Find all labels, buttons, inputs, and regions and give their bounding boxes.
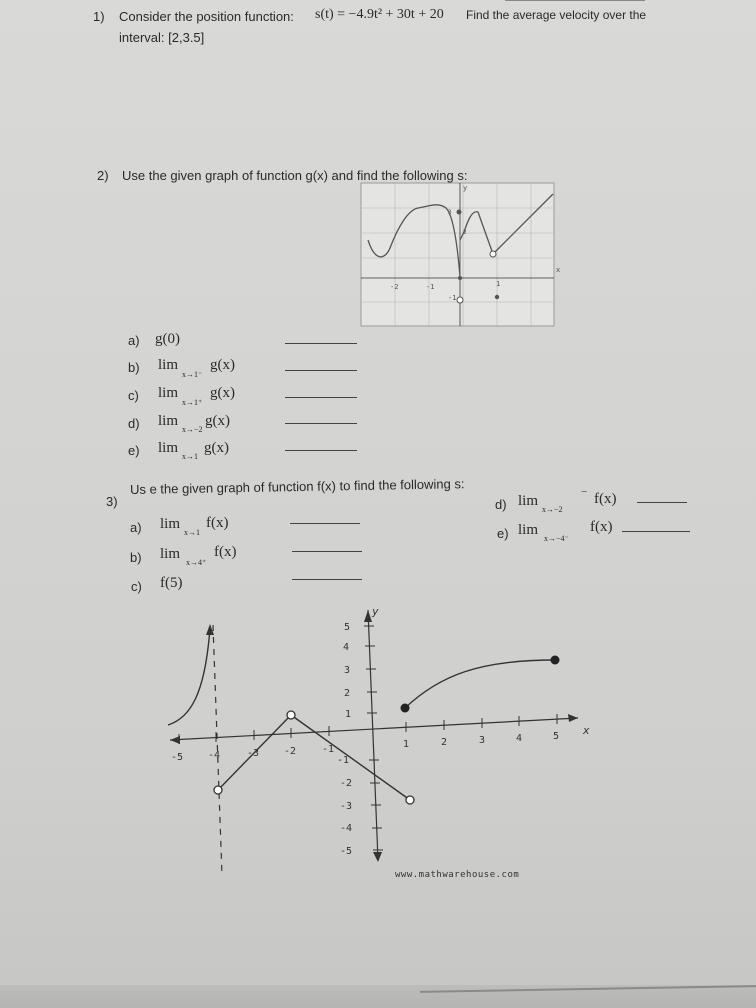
q3-graph xyxy=(150,600,610,885)
x-tick-neg1: -1 xyxy=(322,744,335,755)
q1-formula: s(t) = −4.9t² + 30t + 20 xyxy=(315,7,444,22)
q1-interval: interval: [2,3.5] xyxy=(119,30,205,45)
y-tick-3: 3 xyxy=(344,665,351,676)
q2-text: Use the given graph of function g(x) and find the following s: xyxy=(122,168,468,183)
x-tick-neg5: -5 xyxy=(171,752,184,763)
y-tick-neg2: -2 xyxy=(340,778,353,789)
q2-tick-2: 2 xyxy=(463,229,467,236)
x-tick-neg4: -4 xyxy=(208,750,221,761)
q2-tick-1: 1 xyxy=(496,280,501,288)
y-tick-neg3: -3 xyxy=(340,801,353,812)
q3-answer-line-e[interactable] xyxy=(622,531,690,532)
worksheet: 1) Consider the position function: s(t) = −4.9t² + 30t + 20 Find the average velocity over the interval: [2,3.5] 2) Use the given graph of function g(x) and find the following s: -2 -1 1 -1 y x 3 2 a) g(0) b) lim x→1⁻ g(x) c) lim x→1⁺ g(x) d) lim x→−2 g(x) e) lim x→1 g(x) 3) Us e the given graph of function f(x) to find the following s: a) lim x→1 f(x) b) lim x→4⁺ f(x) c) f(5) d) lim x→−2 − f(x) e) lim x→−4⁻ f(x) 5 4 3 2 1 -1 -2 -3 -4 -5 1 2 3 4 5 -5 -4 -3 -2 -1 y x www.mathwarehouse.com xyxy=(0,0,756,1008)
y-tick-neg5: -5 xyxy=(340,846,353,857)
x-tick-4: 4 xyxy=(516,733,523,744)
q3-number: 3) xyxy=(106,494,118,509)
q3-answer-line-a[interactable] xyxy=(290,523,360,524)
q2-tick-neg2: -2 xyxy=(390,283,399,291)
x-tick-neg3: -3 xyxy=(247,748,260,759)
q2-answer-line-b[interactable] xyxy=(285,370,357,371)
x-tick-1: 1 xyxy=(403,739,410,750)
watermark: www.mathwarehouse.com xyxy=(395,870,520,880)
q2-answer-line-e[interactable] xyxy=(285,450,357,451)
x-tick-5: 5 xyxy=(553,731,560,742)
q3-text: Us e the given graph of function f(x) to find the following s: xyxy=(129,476,465,497)
y-tick-neg1: -1 xyxy=(337,755,350,766)
x-tick-neg2: -2 xyxy=(284,746,297,757)
q2-tick-neg1: -1 xyxy=(426,283,435,291)
q2-tick-neg1-y: -1 xyxy=(448,294,457,302)
q2-answer-line-a[interactable] xyxy=(285,343,357,344)
q3-answer-line-b[interactable] xyxy=(292,551,362,552)
q2-graph xyxy=(360,182,561,328)
q1-number: 1) xyxy=(93,9,105,24)
q2-number: 2) xyxy=(97,168,109,183)
q3-answer-line-d[interactable] xyxy=(637,502,687,503)
x-tick-3: 3 xyxy=(479,735,486,746)
q1-text-b: Find the average velocity over the xyxy=(466,8,647,22)
y-tick-1: 1 xyxy=(345,709,352,720)
q2-y-label: y xyxy=(463,184,468,192)
q2-x-label: x xyxy=(556,266,561,274)
q3-x-label: x xyxy=(583,724,590,737)
y-tick-4: 4 xyxy=(343,642,350,653)
x-tick-2: 2 xyxy=(441,737,448,748)
q1-text-a: Consider the position function: xyxy=(119,9,294,24)
name-line xyxy=(505,0,645,1)
y-tick-2: 2 xyxy=(344,688,351,699)
q2-tick-3: 3 xyxy=(448,209,452,216)
q3-y-label: y xyxy=(372,605,379,618)
q2-answer-line-d[interactable] xyxy=(285,423,357,424)
q3-answer-line-c[interactable] xyxy=(292,579,362,580)
y-tick-5: 5 xyxy=(344,622,351,633)
q2-answer-line-c[interactable] xyxy=(285,397,357,398)
y-tick-neg4: -4 xyxy=(340,823,353,834)
